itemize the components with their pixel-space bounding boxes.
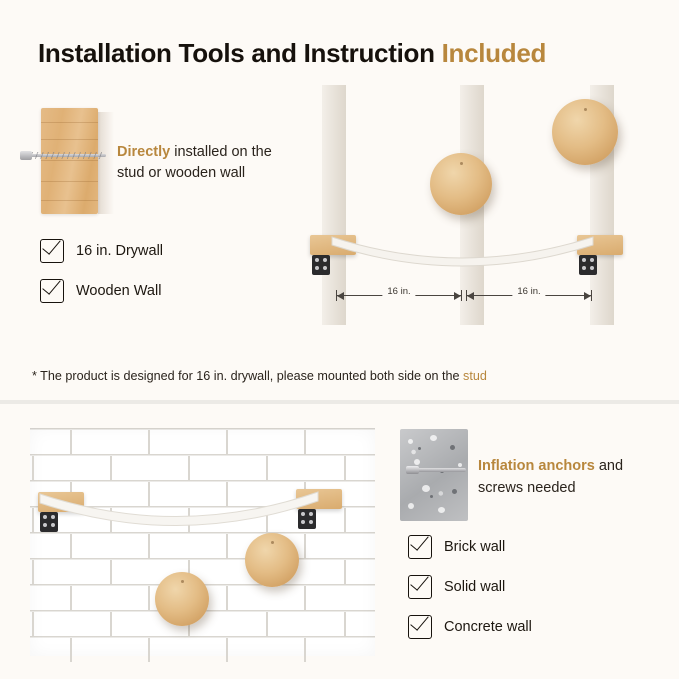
checklist-item-drywall (40, 239, 163, 263)
checkmark-icon (408, 575, 432, 599)
footnote-highlight: stud (463, 369, 487, 383)
checklist-item-wooden-wall (40, 279, 161, 303)
inflation-anchor-text (478, 455, 658, 499)
concrete-sample-illustration (400, 429, 468, 521)
checklist-label: Wooden Wall (76, 283, 162, 299)
checkmark-icon (40, 239, 64, 263)
page-title-accent: Included (441, 38, 547, 68)
wooden-knob (552, 99, 618, 165)
mounting-plate (312, 255, 330, 275)
checklist-item-solid-wall (408, 575, 505, 599)
stud-strip (322, 85, 346, 325)
page-title (38, 38, 546, 69)
inflation-anchor-highlight: Inflation anchors (478, 458, 595, 474)
screw-icon (20, 152, 108, 159)
hanging-shelf-strap (330, 233, 595, 275)
wooden-knob (245, 533, 299, 587)
direct-install-text (117, 142, 292, 184)
direct-install-highlight: Directly (117, 144, 171, 160)
footnote (32, 369, 487, 383)
checklist-label: Solid wall (444, 579, 506, 595)
brick-wall-illustration (30, 428, 375, 656)
board-shadow (98, 112, 114, 214)
checklist-label: 16 in. Drywall (76, 243, 164, 259)
wooden-knob (155, 572, 209, 626)
wooden-board-illustration (41, 108, 98, 214)
dimension-label: 16 in. (382, 286, 415, 297)
direct-install-rest: installed on the stud or wooden wall (117, 144, 272, 181)
anchor-screw-icon (406, 466, 468, 474)
dimension-line-right (466, 286, 592, 302)
dimension-line-left (336, 286, 462, 302)
wooden-knob (430, 153, 492, 215)
checkmark-icon (40, 279, 64, 303)
page-title-main: Installation Tools and Instruction (38, 38, 442, 68)
footnote-main: * The product is designed for 16 in. drywall, please mounted both side on the (32, 369, 464, 383)
checkmark-icon (408, 535, 432, 559)
checklist-label: Concrete wall (444, 619, 532, 635)
checkmark-icon (408, 615, 432, 639)
dimension-label: 16 in. (512, 286, 545, 297)
checklist-label: Brick wall (444, 539, 506, 555)
bottom-panel (0, 404, 679, 679)
inflation-anchor-rest: and screws needed (478, 458, 624, 496)
stud-mount-illustration (300, 85, 660, 325)
checklist-item-brick-wall (408, 535, 505, 559)
hanging-shelf-strap (38, 490, 320, 538)
checklist-item-concrete-wall (408, 615, 532, 639)
